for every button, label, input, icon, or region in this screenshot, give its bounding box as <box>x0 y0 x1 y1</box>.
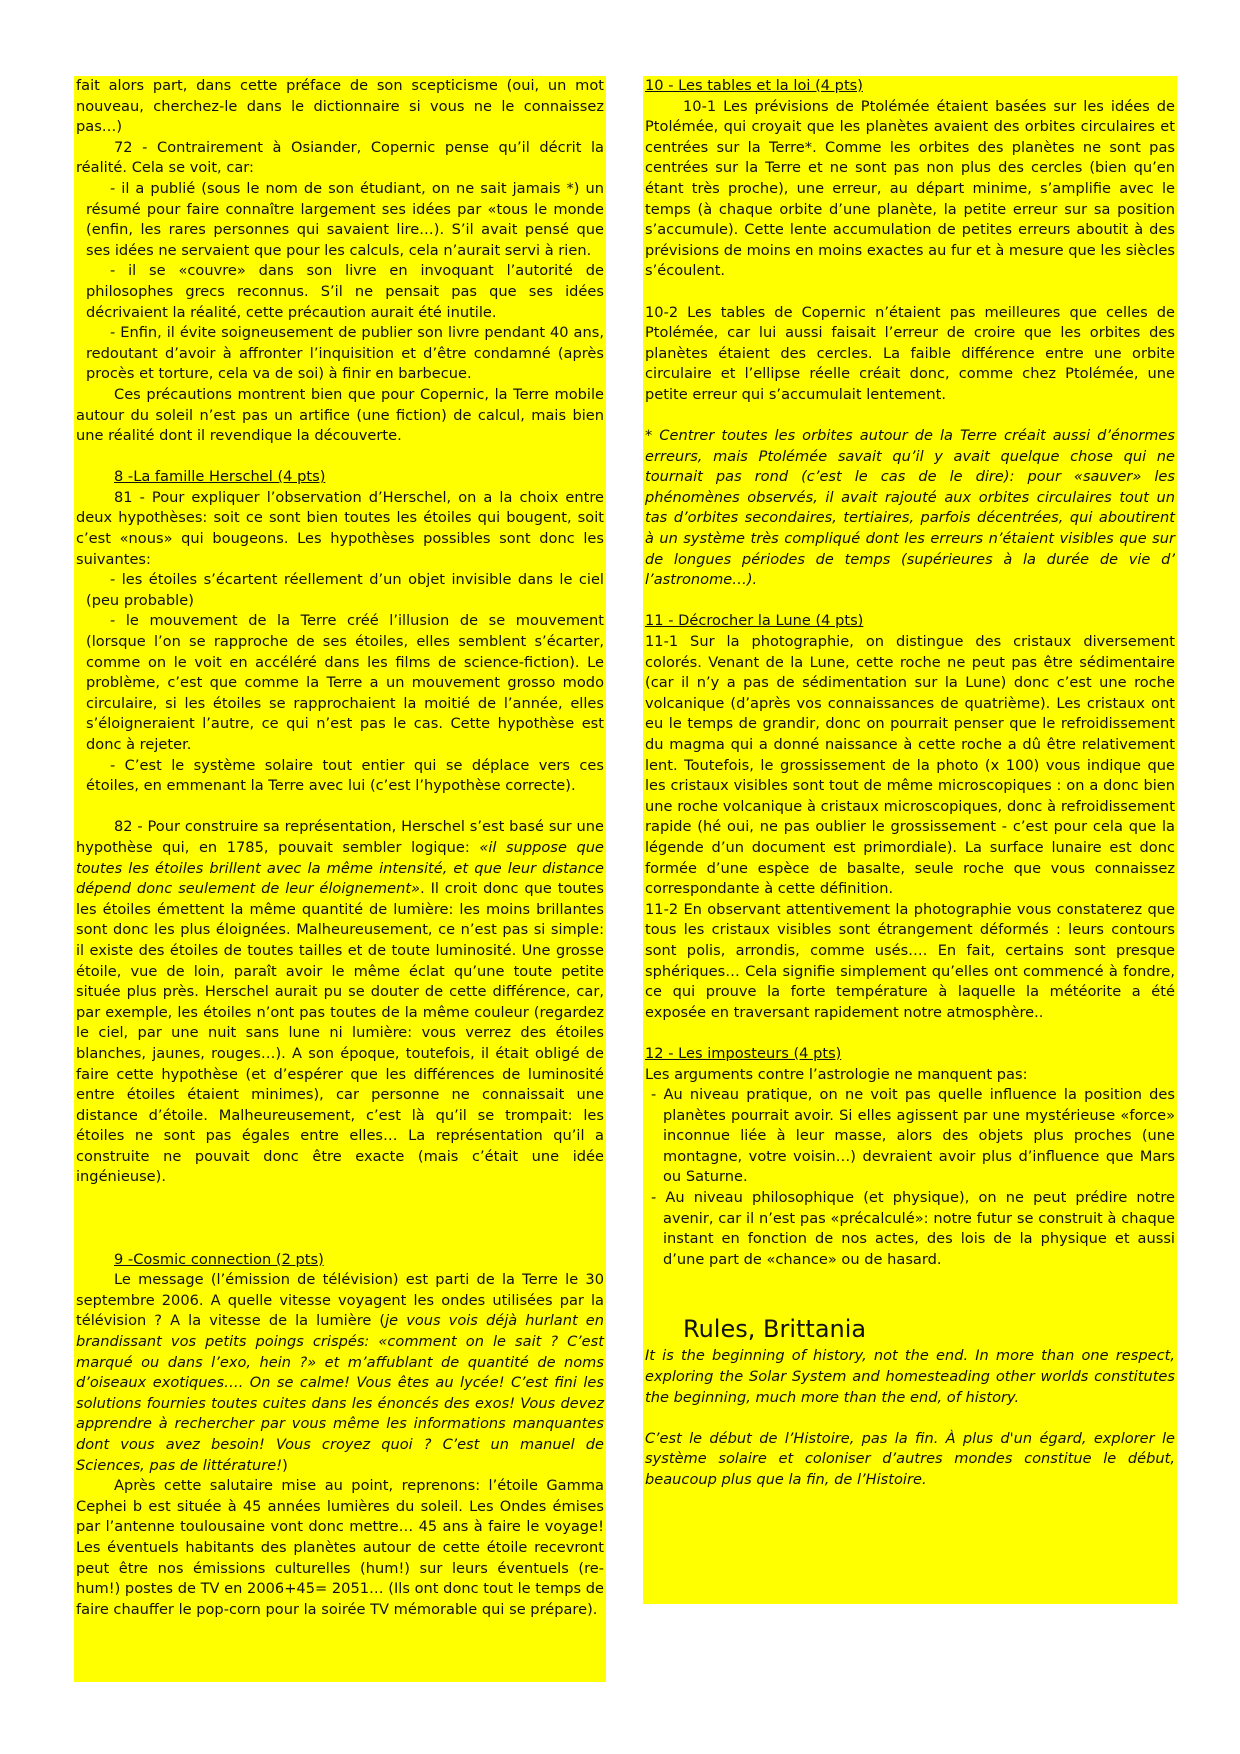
paragraph: 72 - Contrairement à Osiander, Copernic pense qu’il décrit la réalité. Cela se voit, car: <box>76 138 604 177</box>
list-item: - Enfin, il évite soigneusement de publier son livre pendant 40 ans, redoutant d’avoir à affronter l’inquisition et d’être condamné (après procès et torture, cela va de soi) à finir en barbecue. <box>86 324 604 383</box>
paragraph: Après cette salutaire mise au point, reprenons: l’étoile Gamma Cephei b est située à 45 années lumières du soleil. Les Ondes émises par l’antenne toulousaine vont donc mettre… 45 ans à faire le voyage! Les éventuels habitants des planètes autour de cette étoile recevront peut être nos émissions culturelles (hum!) sur leurs éventuels (re-hum!) postes de TV en 2006+45= 2051… (Ils ont donc tout le temps de faire chauffer le pop-corn pour la soirée TV mémorable qui se prépare). <box>76 1477 604 1618</box>
right-column <box>643 76 1177 1604</box>
section-heading-12: 12 - Les imposteurs (4 pts) <box>645 1044 842 1062</box>
list-item: - il a publié (sous le nom de son étudiant, on ne sait jamais *) un résumé pour faire connaître largement ses idées par «tous le monde (enfin, les rares personnes qui savaient lire…). S’il avait pensé que ses idées ne servaient que pour les calculs, cela n’aurait servi à rien. <box>86 179 604 259</box>
list-item: - les étoiles s’écartent réellement d’un objet invisible dans le ciel (peu probable) <box>86 571 604 609</box>
paragraph: 11-1 Sur la photographie, on distingue des cristaux diversement colorés. Venant de la Lune, cette roche ne peut pas être sédimentaire (car il n’y a pas de sédimentation sur la Lune) donc c’est une roche volcanique (d’après vos connaissances de quatrième). Les cristaux ont eu le temps de grandir, donc on pourrait penser que le refroidissement du magma qui a donné naissance à cette roche a dû être relativement lent. Toutefois, le grossissement de la photo (x 100) vous indique que les cristaux visibles sont tout de même microscopiques : on a donc bien une roche volcanique à cristaux microscopiques, donc à refroidissement rapide (hé oui, ne pas oublier le grossissement - c’est pour cela que la légende d’un document est primordiale). La surface lunaire est donc formée d’une espèce de basalte, seule roche que vous connaissez correspondante à cette définition. <box>645 633 1175 898</box>
aside: je vous vois déjà hurlant en brandissant vos petits poings crispés: «comment on le sait ? C’est marqué ou dans l’exo, hein ?» et m’affublant de quantité de noms d’oiseaux exotiques…. On se calme! Vous êtes au lycée! C’est fini les solutions fournies toutes cuites dans les énoncés des exos! Vous devez apprendre à rechercher par vous même les informations manquantes dont vous avez besoin! Vous croyez quoi ? C’est un manuel de Sciences, pas de littérature! <box>76 1312 604 1474</box>
paragraph: fait alors part, dans cette préface de son scepticisme (oui, un mot nouveau, cherchez-le dans le dictionnaire si vous ne le connaissez pas…) <box>76 77 604 136</box>
list-item: - Au niveau philosophique (et physique), on ne peut prédire notre avenir, car il n’est pas «précalculé»: notre futur se construit à chaque instant en fonction de nos actes, des lois de la physique et aussi d’une part de «chance» ou de hasard. <box>651 1189 1175 1268</box>
paragraph: Les arguments contre l’astrologie ne manquent pas: <box>645 1065 1028 1083</box>
section-heading-8: 8 -La famille Herschel (4 pts) <box>114 468 326 486</box>
list-item: - C’est le système solaire tout entier qui se déplace vers ces étoiles, en emmenant la Terre avec lui (c’est l’hypothèse correcte). <box>86 756 604 795</box>
section-heading-10: 10 - Les tables et la loi (4 pts) <box>645 77 863 94</box>
left-column <box>74 76 606 1682</box>
paragraph: 10-2 Les tables de Copernic n’étaient pas meilleures que celles de Ptolémée, car lui aussi faisait l’erreur de croire que les orbites des planètes étaient des cercles. La faible différence entre une orbite circulaire et l’ellipse réelle créait donc, comme chez Ptolémée, une petite erreur qui s’accumulait lentement. <box>645 303 1175 403</box>
quote: «il suppose que toutes les étoiles brillent avec la même intensité, et que leur distance dépend donc seulement de leur éloignement» <box>76 838 604 898</box>
paragraph: Ces précautions montrent bien que pour Copernic, la Terre mobile autour du soleil n’est pas un artifice (une fiction) de calcul, mais bien une réalité dont il revendique la découverte. <box>76 385 604 445</box>
paragraph: 82 - Pour construire sa représentation, Herschel s’est basé sur une hypothèse qui, en 1785, pouvait sembler logique: «il suppose que toutes les étoiles brillent avec la même intensité, et que leur distance dépend donc seulement de leur éloignement». Il croit donc que toutes les étoiles émettent la même quantité de lumière: les moins brillantes sont donc les plus éloignées. Malheureusement, ce n’est pas si simple: il existe des étoiles de toutes tailles et de toute luminosité. Une grosse étoile, vue de loin, paraît avoir le même éclat qu’une toute petite située plus près. Herschel aurait pu se douter de cette différence, car, par exemple, les étoiles n’ont pas toutes de la même couleur (regardez le ciel, par une nuit sans lune ni lumière: vous verrez des étoiles blanches, jaunes, rouges…). A son époque, toutefois, il était obligé de faire cette hypothèse (et d’espérer que les différences de luminosité entre étoiles étaient minimes), car personne ne connaissait une distance d’étoile. Malheureusement, c’est là qu’il se trompait: les étoiles ne sont pas égales entre elles… La représentation qu’il a construite ne pouvait donc être exacte (mais c’était une idée ingénieuse). <box>76 818 604 1186</box>
quote-french: C’est le début de l’Histoire, pas la fin. À plus d'un égard, explorer le système solaire et coloniser d’autres mondes constitue le début, beaucoup plus que la fin, de l’Histoire. <box>645 1429 1175 1488</box>
paragraph: Le message (l’émission de télévision) est parti de la Terre le 30 septembre 2006. A quelle vitesse voyagent les ondes utilisées par la télévision ? A la vitesse de la lumière (je vous vois déjà hurlant en brandissant vos petits poings crispés: «comment on le sait ? C’est marqué ou dans l’exo, hein ?» et m’affublant de quantité de noms d’oiseaux exotiques…. On se calme! Vous êtes au lycée! C’est fini les solutions fournies toutes cuites dans les énoncés des exos! Vous devez apprendre à rechercher par vous même les informations manquantes dont vous avez besoin! Vous croyez quoi ? C’est un manuel de Sciences, pas de littérature!) <box>76 1271 604 1474</box>
footnote: * Centrer toutes les orbites autour de la Terre créait aussi d’énormes erreurs, mais Ptolémée savait qu’il y avait quelque chose qui ne tournait pas rond (c’est le cas de le dire): pour «sauver» les phénomènes observés, il avait rajouté aux orbites circulaires tout un tas d’orbites secondaires, tertiaires, parfois décentrées, qui aboutirent à un système très compliqué dont les erreurs n’étaient visibles que sur de longues périodes de temps (supérieures à la durée de vie d’ l’astronome…). <box>645 427 1175 589</box>
list-item: - le mouvement de la Terre créé l’illusion de se mouvement (lorsque l’on se rapproche de ses étoiles, elles semblent s’écarter, comme on le voit en accéléré dans les films de science-fiction). Le problème, c’est que comme la Terre a un mouvement grosso modo circulaire, si les étoiles se rapprochaient la moitié de l’année, elles s’éloigneraient l’autre, ce qui n’est pas le cas. Cette hypothèse est donc à rejeter. <box>86 612 604 753</box>
paragraph: 81 - Pour expliquer l’observation d’Herschel, on a la choix entre deux hypothèses: soit ce sont bien toutes les étoiles qui bougent, soit c’est «nous» qui bougeons. Les hypothèses possibles sont donc les suivantes: <box>76 488 604 568</box>
section-title: Rules, Brittania <box>683 1315 867 1344</box>
paragraph: 11-2 En observant attentivement la photographie vous constaterez que tous les cristaux visibles sont étrangement déformés : leurs contours sont polis, arrondis, comme usés…. En fait, certains sont presque sphériques… Cela signifie simplement qu’elles ont commencé à fondre, ce qui prouve la forte température à laquelle la météorite a été exposée en traversant rapidement notre atmosphère.. <box>645 900 1175 1021</box>
quote-english: It is the beginning of history, not the end. In more than one respect, exploring the Solar System and homesteading other worlds constitutes the beginning, much more than the end, of history. <box>645 1347 1175 1406</box>
paragraph: 10-1 Les prévisions de Ptolémée étaient basées sur les idées de Ptolémée, qui croyait que les planètes avaient des orbites circulaires et centrées sur la Terre*. Comme les orbites des planètes ne sont pas centrées sur la Terre et ne sont pas non plus des cercles (bien qu’en étant très proche), une erreur, au départ minime, s’amplifie avec le temps (à chaque orbite d’une planète, la petite erreur sur sa position s’accumule). Cette lente accumulation de petites erreurs aboutit à des prévisions de moins en moins exactes au fur et à mesure que les siècles s’écoulent. <box>645 97 1175 280</box>
section-heading-11: 11 - Décrocher la Lune (4 pts) <box>645 612 864 630</box>
list-item: - il se «couvre» dans son livre en invoquant l’autorité de philosophes grecs reconnus. S’il ne pensait pas que ses idées décrivaient la réalité, cette précaution aurait été inutile. <box>86 262 604 321</box>
section-heading-9: 9 -Cosmic connection (2 pts) <box>114 1250 324 1268</box>
list-item: - Au niveau pratique, on ne voit pas quelle influence la position des planètes pourrait avoir. Si elles agissent par une mystérieuse «force» inconnue liée à leur masse, alors des objets plus proches (une montagne, votre voisin…) devraient avoir plus d’influence que Mars ou Saturne. <box>651 1086 1175 1186</box>
